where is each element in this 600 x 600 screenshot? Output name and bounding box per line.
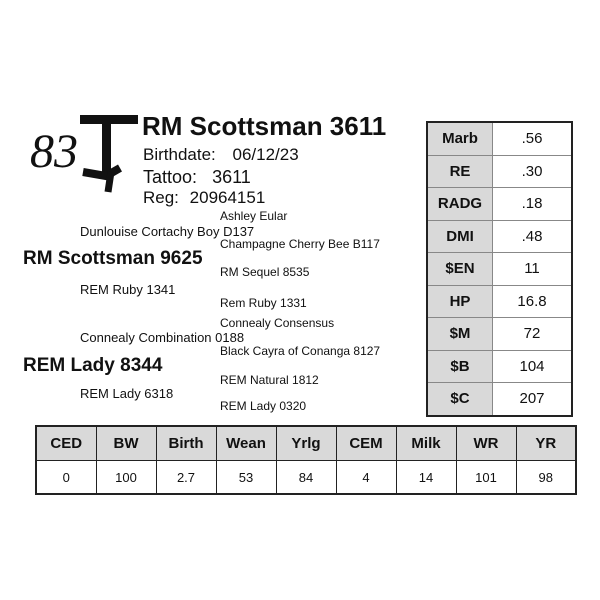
epd-side-value: 72 xyxy=(493,318,573,351)
epd-side-row xyxy=(427,122,572,155)
tattoo-value: 3611 xyxy=(212,167,251,187)
epd-bottom-header: YR xyxy=(516,426,576,461)
pedigree-sire-sire-dam: Champagne Cherry Bee B117 xyxy=(220,237,380,251)
epd-bottom-header: CED xyxy=(36,426,96,461)
pedigree-dam-sire: Connealy Combination 0188 xyxy=(80,330,245,345)
epd-bottom-value: 4 xyxy=(336,461,396,495)
epd-side-row xyxy=(427,155,572,188)
tattoo-label: Tattoo: xyxy=(143,167,198,187)
epd-side-row xyxy=(427,318,572,351)
reg-value: 20964151 xyxy=(189,188,266,207)
birthdate-value: 06/12/23 xyxy=(232,145,299,164)
ranch-brand-icon xyxy=(78,112,140,196)
pedigree-dam-dam: REM Lady 6318 xyxy=(80,386,174,401)
epd-bottom-header: BW xyxy=(96,426,156,461)
epd-bottom-value-row xyxy=(36,461,576,495)
epd-bottom-value: 84 xyxy=(276,461,336,495)
epd-bottom-table xyxy=(35,425,577,495)
epd-bottom-value: 100 xyxy=(96,461,156,495)
lot-number: 83 xyxy=(30,125,78,178)
pedigree-sire-sire-sire: Ashley Eular xyxy=(220,209,288,223)
epd-side-value: .30 xyxy=(493,155,573,188)
epd-bottom-header: WR xyxy=(456,426,516,461)
animal-name: RM Scottsman 3611 xyxy=(142,111,387,141)
pedigree-sire: RM Scottsman 9625 xyxy=(23,248,203,269)
epd-side-value: .56 xyxy=(493,122,573,155)
pedigree-sire-dam-sire: RM Sequel 8535 xyxy=(220,265,310,279)
epd-side-name: $EN xyxy=(427,253,493,286)
epd-bottom-header: Wean xyxy=(216,426,276,461)
reg-row xyxy=(143,189,265,206)
epd-side-table xyxy=(426,121,573,417)
epd-side-value: 207 xyxy=(493,383,573,416)
epd-side-row xyxy=(427,253,572,286)
epd-side-name: HP xyxy=(427,285,493,318)
pedigree-sire-dam: REM Ruby 1341 xyxy=(80,282,176,297)
epd-side-name: RE xyxy=(427,155,493,188)
epd-side-name: RADG xyxy=(427,188,493,221)
pedigree-dam-sire-dam: Black Cayra of Conanga 8127 xyxy=(220,344,381,358)
epd-side-row xyxy=(427,285,572,318)
epd-bottom-value: 53 xyxy=(216,461,276,495)
epd-side-row xyxy=(427,188,572,221)
epd-side-name: $B xyxy=(427,350,493,383)
epd-bottom-value: 101 xyxy=(456,461,516,495)
epd-bottom-header: Yrlg xyxy=(276,426,336,461)
pedigree-dam-dam-dam: REM Lady 0320 xyxy=(220,399,307,413)
epd-bottom-header-row xyxy=(36,426,576,461)
epd-side-value: 104 xyxy=(493,350,573,383)
epd-side-row xyxy=(427,383,572,416)
epd-bottom-value: 14 xyxy=(396,461,456,495)
pedigree-dam: REM Lady 8344 xyxy=(23,355,163,376)
epd-bottom-header: Milk xyxy=(396,426,456,461)
tattoo-row xyxy=(143,168,251,186)
pedigree-dam-sire-sire: Connealy Consensus xyxy=(220,316,335,330)
reg-label: Reg: xyxy=(143,188,179,207)
epd-bottom-value: 0 xyxy=(36,461,96,495)
pedigree-sire-dam-dam: Rem Ruby 1331 xyxy=(220,296,307,310)
epd-side-value: .18 xyxy=(493,188,573,221)
epd-side-name: DMI xyxy=(427,220,493,253)
birthdate-label: Birthdate: xyxy=(143,145,216,164)
epd-bottom-header: Birth xyxy=(156,426,216,461)
birthdate-row xyxy=(143,146,299,163)
epd-bottom-header: CEM xyxy=(336,426,396,461)
epd-side-value: .48 xyxy=(493,220,573,253)
epd-side-name: $C xyxy=(427,383,493,416)
epd-bottom-value: 2.7 xyxy=(156,461,216,495)
epd-side-name: $M xyxy=(427,318,493,351)
pedigree-sire-sire: Dunlouise Cortachy Boy D137 xyxy=(80,224,255,239)
epd-side-value: 16.8 xyxy=(493,285,573,318)
pedigree-dam-dam-sire: REM Natural 1812 xyxy=(220,373,319,387)
epd-side-row xyxy=(427,220,572,253)
epd-side-name: Marb xyxy=(427,122,493,155)
epd-bottom-value: 98 xyxy=(516,461,576,495)
epd-side-value: 11 xyxy=(493,253,573,286)
epd-side-row xyxy=(427,350,572,383)
